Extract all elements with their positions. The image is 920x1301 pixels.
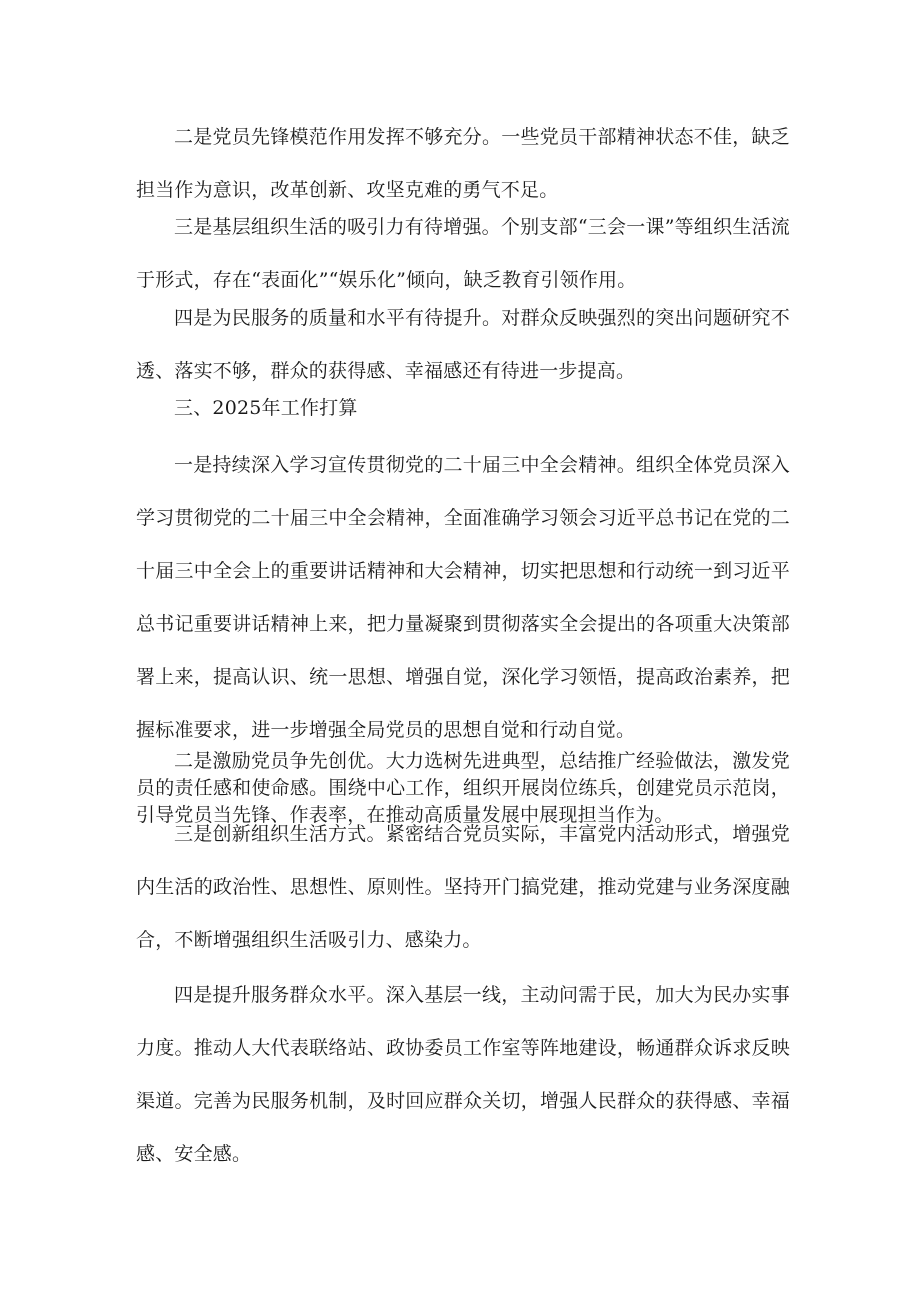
paragraph-weakness-2: 二是党员先锋模范作用发挥不够充分。一些党员干部精神状态不佳，缺乏担当作为意识，改革创新、攻坚克难的勇气不足。 <box>136 126 790 201</box>
section-heading-2025-plan: 三、2025年工作打算 <box>174 397 358 419</box>
paragraph-plan-2: 二是激励党员争先创优。大力选树先进典型，总结推广经验做法，激发党员的责任感和使命感。围绕中心工作，组织开展岗位练兵，创建党员示范岗，引导党员当先锋、作表率，在推动高质量发展中展现担当作为。 <box>136 750 790 826</box>
paragraph-plan-4: 四是提升服务群众水平。深入基层一线，主动问需于民，加大为民办实事力度。推动人大代表联络站、政协委员工作室等阵地建设，畅通群众诉求反映渠道。完善为民服务机制，及时回应群众关切，增强人民群众的获得感、幸福感、安全感。 <box>136 984 790 1165</box>
paragraph-weakness-3: 三是基层组织生活的吸引力有待增强。个别支部“三会一课”等组织生活流于形式，存在“表面化”“娱乐化”倾向，缺乏教育引领作用。 <box>136 216 790 291</box>
paragraph-plan-3: 三是创新组织生活方式。紧密结合党员实际，丰富党内活动形式，增强党内生活的政治性、思想性、原则性。坚持开门搞党建，推动党建与业务深度融合，不断增强组织生活吸引力、感染力。 <box>136 823 790 951</box>
paragraph-weakness-4: 四是为民服务的质量和水平有待提升。对群众反映强烈的突出问题研究不透、落实不够，群众的获得感、幸福感还有待进一步提高。 <box>136 307 790 382</box>
paragraph-plan-1: 一是持续深入学习宣传贯彻党的二十届三中全会精神。组织全体党员深入学习贯彻党的二十届三中全会精神，全面准确学习领会习近平总书记在党的二十届三中全会上的重要讲话精神和大会精神，切实把思想和行动统一到习近平总书记重要讲话精神上来，把力量凝聚到贯彻落实全会提出的各项重大决策部署上来，提高认识、统一思想、增强自觉，深化学习领悟，提高政治素养，把握标准要求，进一步增强全局党员的思想自觉和行动自觉。 <box>136 454 790 741</box>
